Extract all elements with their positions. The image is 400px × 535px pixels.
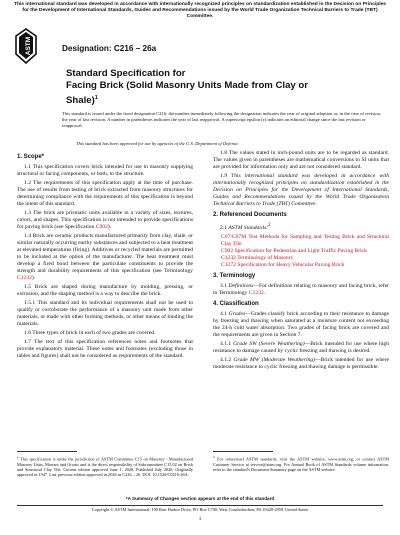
ref-title-link[interactable]: Test Methods for Sampling and Testing Brick and Structural Clay Tile xyxy=(221,233,389,247)
page-number: 1 xyxy=(198,516,202,522)
para-4-1-2: 4.1.2 Grade MW (Moderate Weathering)—Brick intended for use where moderate resistance to cyclic freezing and thawing damage is permissible. xyxy=(213,356,389,370)
section-4-heading: 4. Classification xyxy=(213,300,259,307)
para-1-8: 1.8 The values stated in inch-pound units are to be regarded as standard. The values given in parentheses are mathematical conversions to SI units that are provided for information only and are not considered standard. xyxy=(213,150,389,170)
ref-item xyxy=(221,234,389,248)
section-2-heading: 2. Referenced Documents xyxy=(213,212,287,218)
c1232-link[interactable]: C1232 xyxy=(17,275,32,281)
para-1-7: 1.7 The text of this specification references notes and footnotes that provide explanatory material. These notes and footnotes (excluding those in tables and figures) shall not be considered as requirements of the standard. xyxy=(17,339,193,359)
ref-title-link[interactable]: Terminology of Masonry xyxy=(237,254,294,261)
ref-item xyxy=(221,248,389,255)
standard-title xyxy=(66,68,366,107)
para-1-4: 1.4 Brick are ceramic products manufactured primarily from clay, shale, or similar naturally occurring earthy substances and subjected to a heat treatment at elevated temperatures (firing). Additives or recycled materials are permitted to be included at the option of the manufacturer. The heat treatment must develop a fired bond between the particulate constituents to provide the strength and durability requirements of this specification (see Terminology C1232). xyxy=(17,233,193,281)
para-4-1: 4.1 Grades—Grades classify brick according to their resistance to damage by freezing and thawing when saturated at a moisture content not exceeding the 24-h cold water absorption. Two grades of facing brick are covered and the requirements are given in Section 7. xyxy=(213,310,390,338)
c902-link[interactable]: C902 xyxy=(95,224,108,230)
title-line-2: Facing Brick (Solid Masonry Units Made from Clay or xyxy=(66,80,309,91)
footer-rule xyxy=(17,505,383,506)
footnote-rule-left xyxy=(17,451,77,452)
footnote-rule-right xyxy=(213,451,273,452)
ref-code-link[interactable]: C67/C67M xyxy=(221,233,247,240)
section-3-heading: 3. Terminology xyxy=(213,272,256,279)
designation: Designation: C216 – 26a xyxy=(62,44,157,53)
para-1-6: 1.6 Three types of brick in each of two grades are covered. xyxy=(24,330,156,336)
para-1-5-1: 1.5.1 This standard and its individual requirements shall not be used to qualify or corroborate the performance of a masonry unit made from other materials, or made with other forming methods, or other means of binding the materials. xyxy=(17,300,193,327)
right-column xyxy=(213,150,389,373)
para-4-1-1: 4.1.1 Grade SW (Severe Weathering)—Brick intended for use where high resistance to damage caused by cyclic freezing and thawing is desired. xyxy=(213,340,390,354)
para-1-5: 1.5 Brick are shaped during manufacture by molding, pressing, or extrusion, and the shaping method is a way to describe the brick. xyxy=(17,284,193,297)
ref-title-link[interactable]: Specification for Pedestrian and Light Traffic Paving Brick xyxy=(234,247,367,254)
left-column xyxy=(17,150,193,362)
footnote-2: $^2$ For referenced ASTM standards, visit the ASTM website, www.astm.org, or contact ASTM Customer Service at service@astm.org. For Annual Book of ASTM Standards volume information, refer to the standard's Document Summary page on the ASTM website. xyxy=(213,455,390,473)
para-1-3: 1.3 The brick are prismatic units available in a variety of sizes, textures, colors, and shapes. This specification is not intended to provide specifications for paving brick (see Specification C902). xyxy=(17,210,193,230)
logo-lettering: ASTM xyxy=(25,36,32,56)
c1232-link[interactable]: C1232 xyxy=(248,289,264,296)
ref-item xyxy=(221,262,389,269)
ref-code-link[interactable]: C1272 xyxy=(221,261,236,268)
ref-item xyxy=(221,255,389,262)
astm-logo-icon xyxy=(14,28,38,64)
section-1-heading: 1. Scope* xyxy=(17,154,45,160)
wto-notice: This international standard was developed in accordance with internationally recognized principles on standardization established in the Decision on Principles for the Development of International Standards, Guides and Recommendations issued by the World Trade Organization Technical Barriers to Trade (TBT) Committee. xyxy=(13,2,387,19)
para-1-1: 1.1 This specification covers brick intended for use in masonry supplying structural or facing components, or both, to the structure. xyxy=(17,164,193,177)
title-line-3: Shale)$^1$ xyxy=(66,95,98,107)
ref-title-link[interactable]: Specification for Heavy Vehicular Paving Brick xyxy=(237,261,345,268)
title-line-1: Standard Specification for xyxy=(66,68,186,79)
issuance-note: This standard is issued under the fixed designation C216; the number immediately following the designation indicates the year of original adoption or, in the case of revision, the year of last revision. A number in parentheses indicates the year of last reapproval. A superscript epsilon (ε) indicates an editorial change since the last revision or reapproval. xyxy=(62,111,382,128)
ref-code-link[interactable]: C1232 xyxy=(221,254,236,261)
para-3-1: 3.1 Definitions—For definitions relating to masonry and facing brick, refer to Terminology C1232. xyxy=(213,282,389,296)
para-1-2: 1.2 The requirements of this specification apply at the time of purchase. The use of results from testing of brick extracted from masonry structures for determining compliance with the requirements of this specification is beyond the intent of this standard. xyxy=(17,180,193,207)
para-1-9: 1.9 This international standard was developed in accordance with internationally recognized principles on standardization established in the Decision on Principles for the Development of International Standards, Guides and Recommendations issued by the World Trade Organization Technical Barriers to Trade (TBT) Committee. xyxy=(213,173,389,207)
dod-note: This standard has been approved for use by agencies of the U.S. Department of Defense. xyxy=(76,141,239,146)
copyright-address: Copyright © ASTM International, 100 Barr Harbor Drive, PO Box C700, West Conshohocken, PA 19428-2959. United States xyxy=(91,507,309,512)
para-2-1: 2.1 ASTM Standards:$^2$ xyxy=(220,223,271,231)
footnote-1: $^1$ This specification is under the jurisdiction of ASTM Committee C15 on Masonry - Manufactured Masonry Units, Mortars and Grouts and is the direct responsibility of Subcommittee C15.02 on Brick and Structural Clay Tile. Current edition approved June 1, 2026. Published July 2026. Originally approved in 1947. Last previous edition approved in 2026 as C216 – 26. DOI: 10.1520/C0216-26A. xyxy=(17,455,194,478)
summary-of-changes-note: *A Summary of Changes section appears at the end of this standard xyxy=(125,496,275,501)
ref-code-link[interactable]: C902 xyxy=(221,247,234,254)
